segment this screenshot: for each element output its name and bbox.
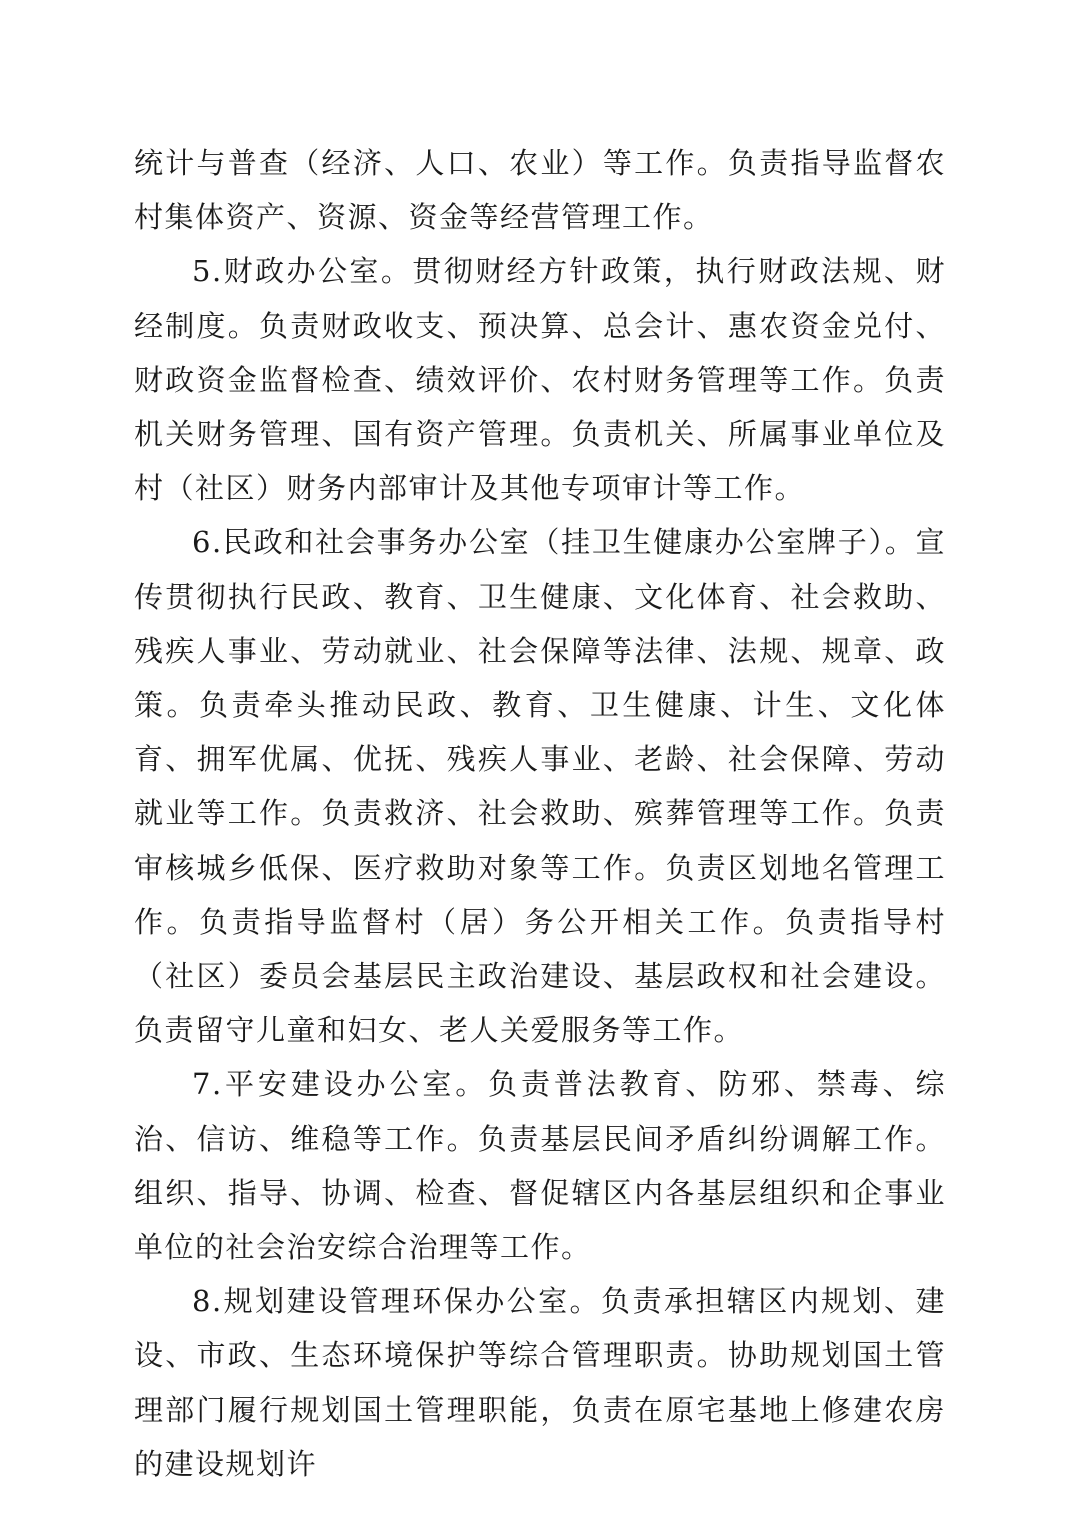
paragraph-civil-affairs-office: 6.民政和社会事务办公室（挂卫生健康办公室牌子）。宣传贯彻执行民政、教育、卫生健康、文化体育、社会救助、残疾人事业、劳动就业、社会保障等法律、法规、规章、政策。负责牵头推动民政、教育、卫生健康、计生、文化体育、拥军优属、优抚、残疾人事业、老龄、社会保障、劳动就业等工作。负责救济、社会救助、殡葬管理等工作。负责审核城乡低保、医疗救助对象等工作。负责区划地名管理工作。负责指导监督村（居）务公开相关工作。负责指导村（社区）委员会基层民主政治建设、基层政权和社会建设。负责留守儿童和妇女、老人关爱服务等工作。 <box>134 525 946 1048</box>
document-body <box>134 136 946 1491</box>
paragraph-finance-office: 5.财政办公室。贯彻财经方针政策，执行财政法规、财经制度。负责财政收支、预决算、总会计、惠农资金兑付、财政资金监督检查、绩效评价、农村财务管理等工作。负责机关财务管理、国有资产管理。负责机关、所属事业单位及村（社区）财务内部审计及其他专项审计等工作。 <box>134 254 946 506</box>
paragraph-planning-construction-office: 8.规划建设管理环保办公室。负责承担辖区内规划、建设、市政、生态环境保护等综合管理职责。协助规划国土管理部门履行规划国土管理职能，负责在原宅基地上修建农房的建设规划许 <box>134 1284 946 1481</box>
paragraph-public-safety-office: 7.平安建设办公室。负责普法教育、防邪、禁毒、综治、信访、维稳等工作。负责基层民间矛盾纠纷调解工作。组织、指导、协调、检查、督促辖区内各基层组织和企事业单位的社会治安综合治理等工作。 <box>134 1067 946 1265</box>
paragraph-continuation: 统计与普查（经济、人口、农业）等工作。负责指导监督农村集体资产、资源、资金等经营管理工作。 <box>134 146 946 235</box>
